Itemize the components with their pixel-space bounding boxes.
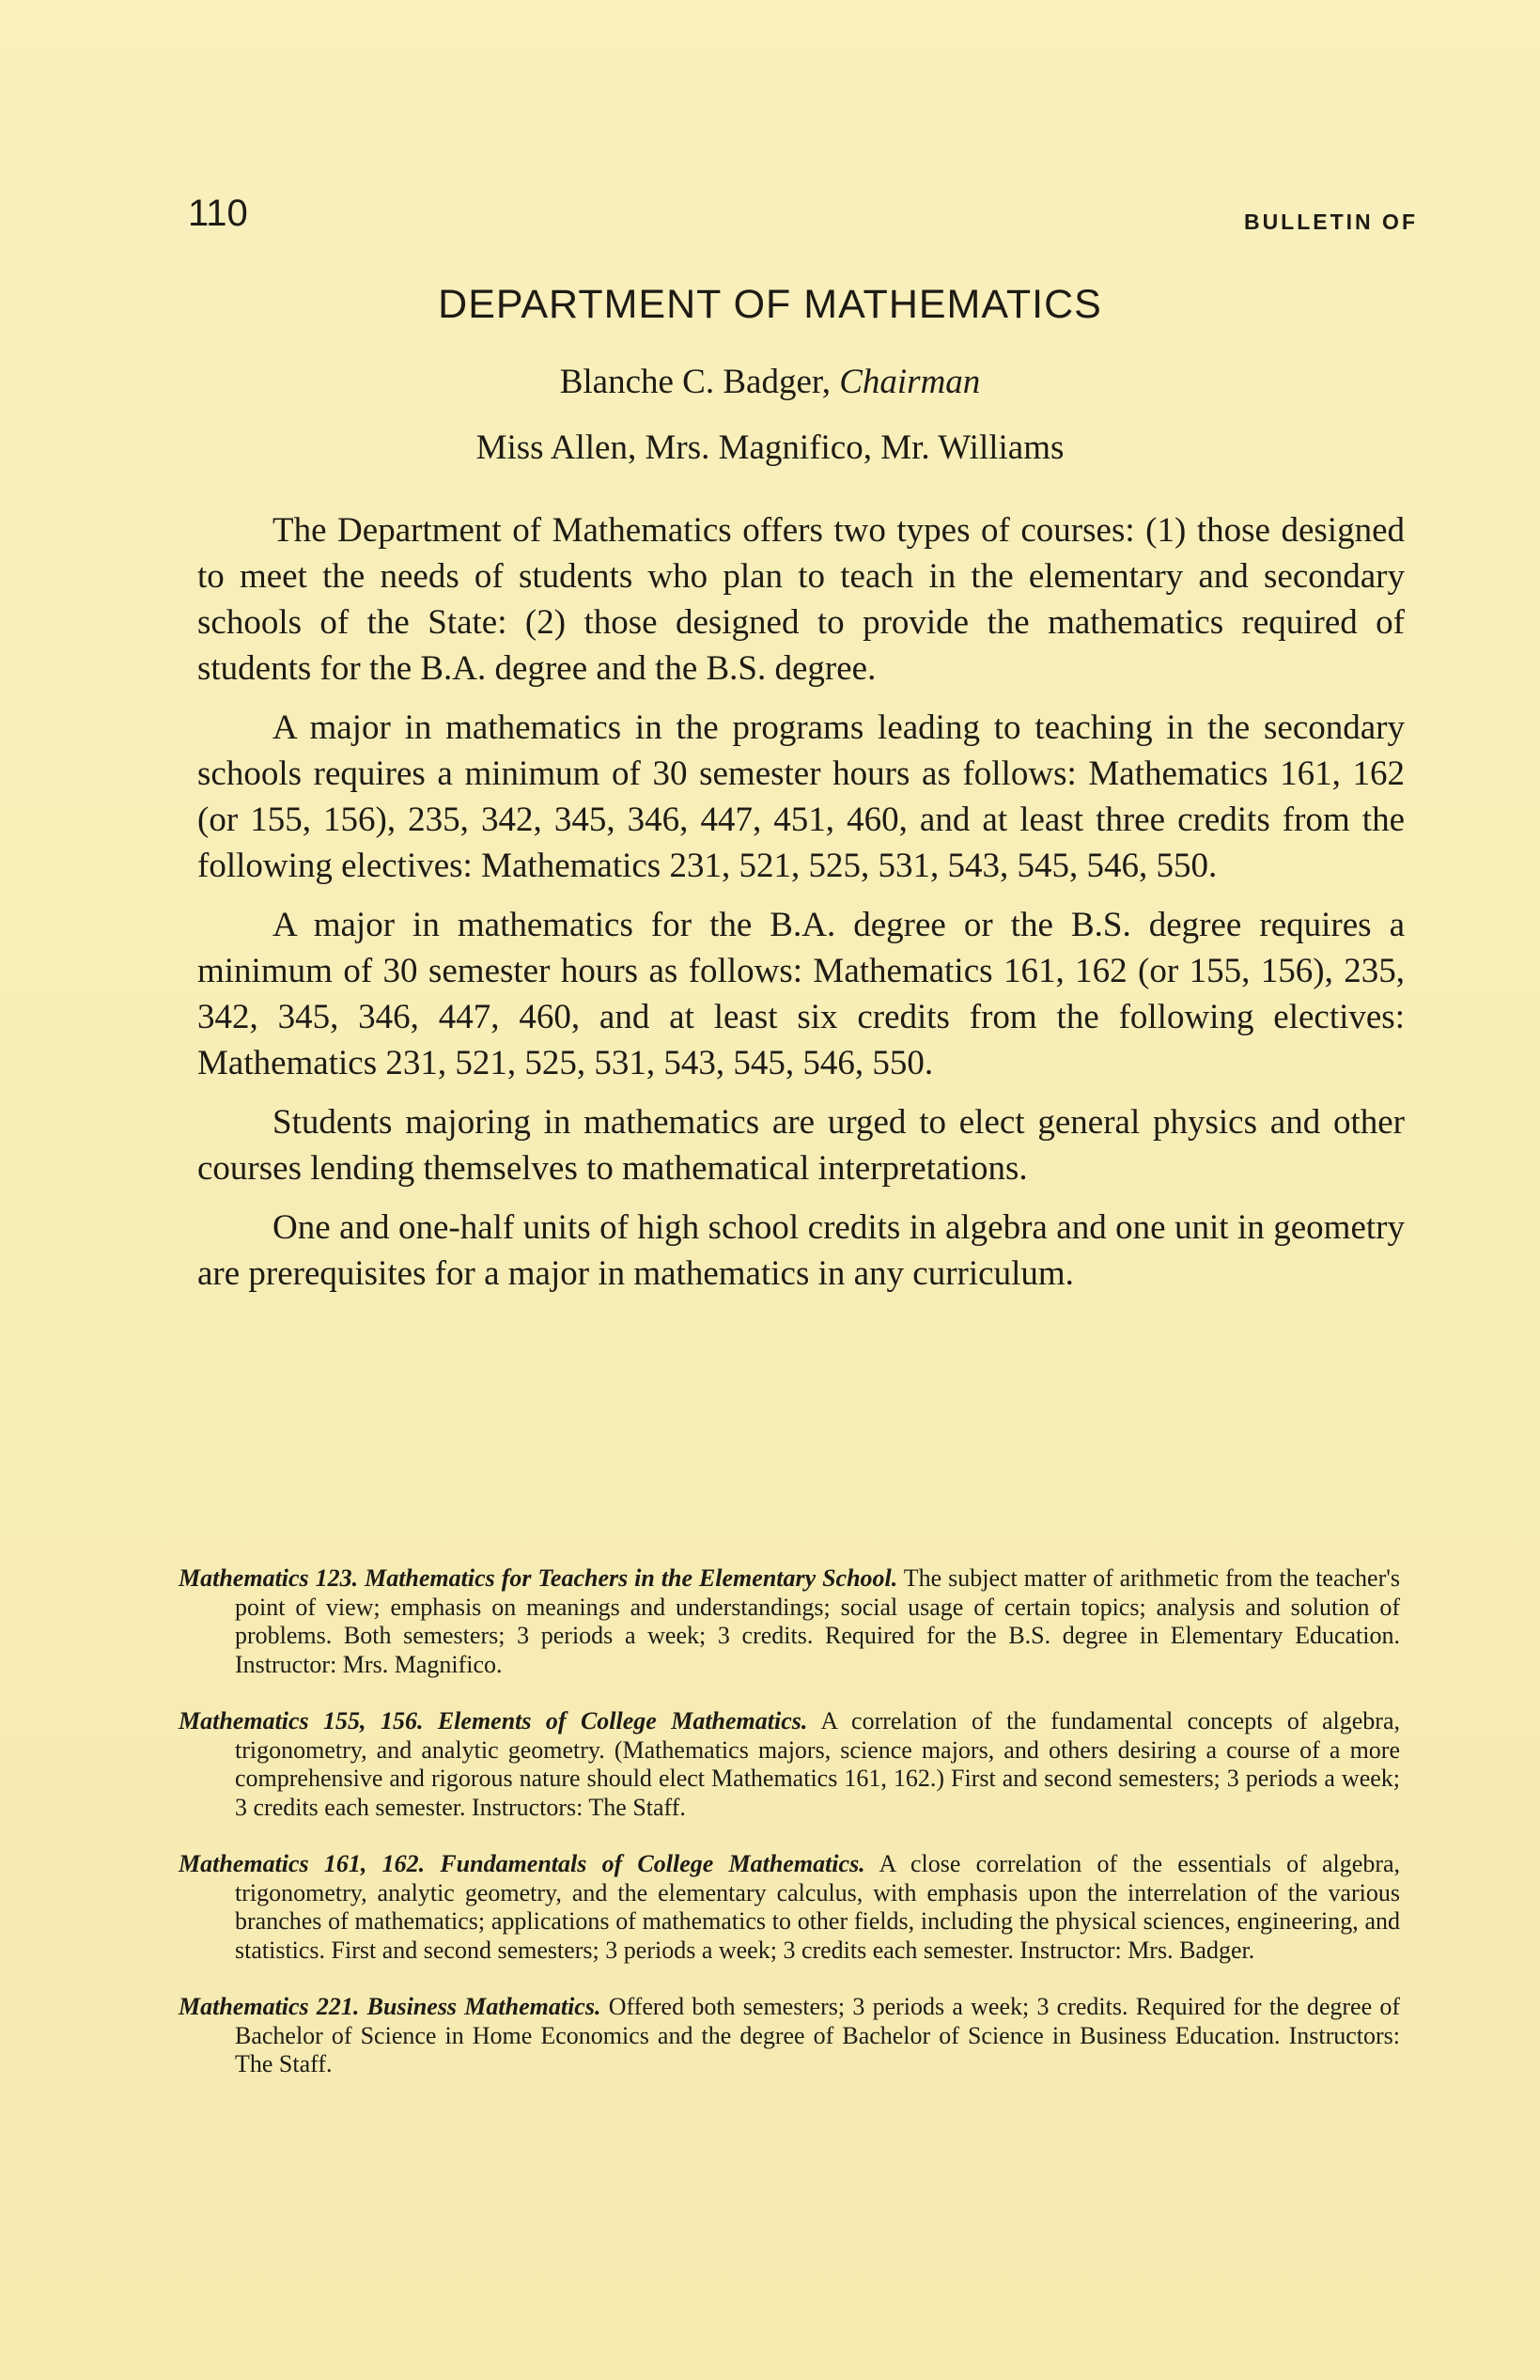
course-entry [179, 1707, 1400, 1822]
course-title: Fundamentals of College Mathematics. [440, 1850, 865, 1877]
chair-role: Chairman [839, 363, 981, 401]
prerequisites-paragraph: One and one-half units of high school credits in algebra and one unit in geometry are prerequisites for a major in mathematics in any curriculum. [197, 1208, 1405, 1293]
course-entry [179, 1850, 1400, 1965]
department-description [197, 507, 1405, 1310]
running-title: BULLETIN OF [1243, 210, 1418, 234]
course-description: A close correlation of the essentials of algebra, trigonometry, analytic geometry, and the elementary calculus, with emphasis upon the interrelation of the various branches of mathematics; applications of mathematics to other fields, including the physical sciences, engineering, and statistics. First and second semesters; 3 periods a week; 3 credits each semester. Instructor: Mrs. Badger. [235, 1850, 1401, 1964]
course-title: Business Mathematics. [366, 1993, 601, 2020]
course-description: Offered both semesters; 3 periods a week; 3 credits. Required for the degree of Bachelor of Science in Home Economics and the degree of Bachelor of Science in Business Education. Instructors: The Staff. [235, 1993, 1401, 2077]
department-title: DEPARTMENT OF MATHEMATICS [438, 282, 1102, 327]
course-number: Mathematics 161, 162. [179, 1850, 426, 1877]
course-entry [179, 1564, 1400, 1679]
department-chair [0, 362, 1540, 402]
teaching-major-paragraph: A major in mathematics in the programs leading to teaching in the secondary schools requires a minimum of 30 semester hours as follows: Mathematics 161, 162 (or 155, 156), 235, 342, 345, 346, 447, 451, 460, and at least three credits from the following electives: Mathematics 231, 521, 525, 531, 543, 545, 546, 550. [197, 708, 1405, 885]
page-number: 110 [188, 193, 248, 234]
course-title: Mathematics for Teachers in the Elementary School. [365, 1564, 898, 1592]
department-faculty: Miss Allen, Mrs. Magnifico, Mr. Williams [475, 428, 1065, 467]
course-description: A correlation of the fundamental concepts of algebra, trigonometry, and analytic geometry. (Mathematics majors, science majors, and others desiring a course of a more comprehensive and rigorous nature should elect Mathematics 161, 162.) First and second semesters; 3 periods a week; 3 credits each semester. Instructors: The Staff. [235, 1707, 1400, 1821]
course-number: Mathematics 221. [179, 1993, 360, 2020]
course-entry [179, 1993, 1400, 2079]
course-number: Mathematics 155, 156. [179, 1707, 424, 1734]
course-number: Mathematics 123. [179, 1564, 359, 1592]
chair-name: Blanche C. Badger, [559, 363, 831, 401]
ba-bs-major-paragraph: A major in mathematics for the B.A. degree or the B.S. degree requires a minimum of 30 semester hours as follows: Mathematics 161, 162 (or 155, 156), 235, 342, 345, 346, 447, 460, and at least six credits from the following electives: Mathematics 231, 521, 525, 531, 543, 545, 546, 550. [197, 906, 1405, 1082]
intro-paragraph: The Department of Mathematics offers two types of courses: (1) those designed to meet the needs of students who plan to teach in the elementary and secondary schools of the State: (2) those designed to provide the mathematics required of students for the B.A. degree and the B.S. degree. [197, 511, 1405, 688]
course-title: Elements of College Mathematics. [437, 1707, 808, 1734]
physics-recommendation-paragraph: Students majoring in mathematics are urged to elect general physics and other courses lending themselves to mathematical interpretations. [197, 1103, 1405, 1188]
course-description: The subject matter of arithmetic from the teacher's point of view; emphasis on meanings and understandings; social usage of certain topics; analysis and solution of problems. Both semesters; 3 periods a week; 3 credits. Required for the B.S. degree in Elementary Education. Instructor: Mrs. Magnifico. [235, 1564, 1401, 1678]
running-head [188, 193, 1418, 249]
course-list [179, 1564, 1400, 2108]
